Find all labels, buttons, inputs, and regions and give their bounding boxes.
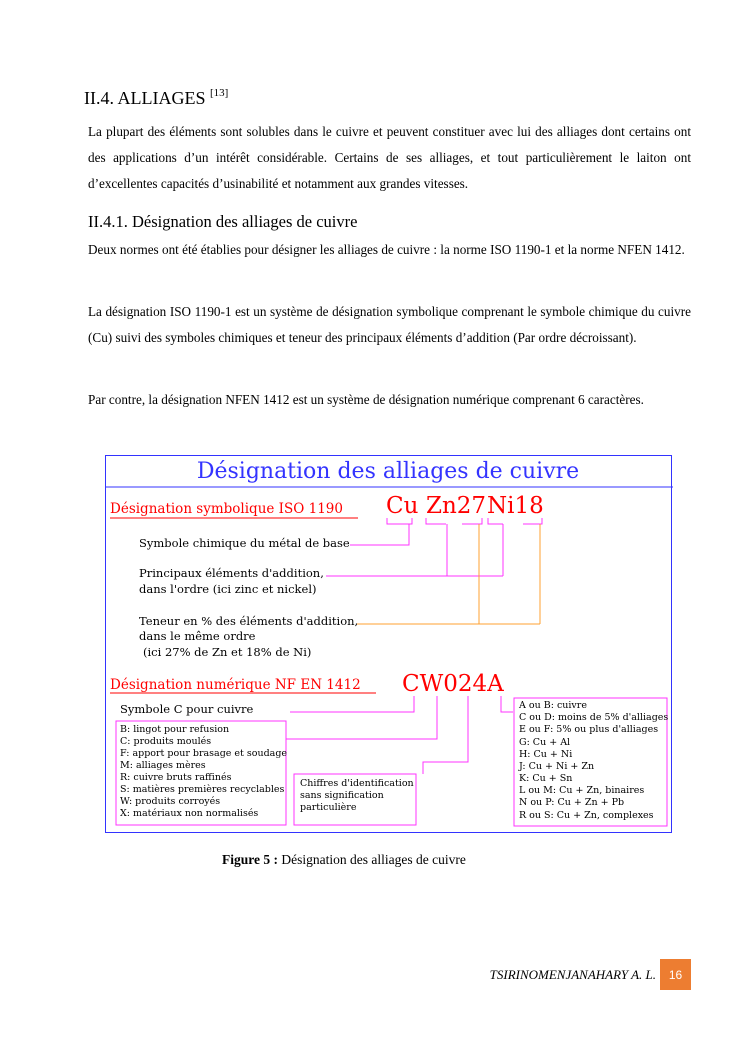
section-title: II.4. ALLIAGES [13] [84, 87, 229, 108]
nf-code: CW024A [402, 671, 504, 697]
iso-code-zn: Zn27 [426, 493, 487, 519]
connector-letter [501, 696, 513, 712]
figure-caption-text: Désignation des alliages de cuivre [281, 852, 466, 867]
figure-title: Désignation des alliages de cuivre [196, 459, 580, 484]
paragraph-alloys-intro: La plupart des éléments sont solubles dans le cuivre et peuvent constituer avec lui des alliages dont certains ont des applications d’un intérêt considérable. Certains de ses alliages, et tout particulièrement le laiton ont d’excellentes capacités d’usinabilité et notamment aux grandes vitesses. [88, 124, 691, 191]
connector-elements [326, 524, 447, 576]
alloy-group-item: C ou D: moins de 5% d'alliages [519, 712, 669, 723]
connector-symbol-c [290, 696, 414, 712]
figure-caption [222, 852, 466, 868]
iso-code-ni: Ni18 [487, 493, 544, 519]
nf-label: Désignation numérique NF EN 1412 [110, 677, 361, 693]
alloy-group-item: J: Cu + Ni + Zn [519, 761, 595, 772]
alloy-group-item: A ou B: cuivre [519, 700, 587, 711]
product-form-item: C: produits moulés [120, 736, 212, 747]
connector-digits [423, 696, 468, 774]
product-form-item: B: lingot pour refusion [120, 724, 230, 735]
note-contents-line3: (ici 27% de Zn et 18% de Ni) [143, 645, 312, 659]
alloy-group-item: H: Cu + Ni [519, 749, 573, 760]
alloy-group-item: L ou M: Cu + Zn, binaires [519, 785, 645, 796]
product-form-item: F: apport pour brasage et soudage [120, 748, 288, 759]
product-form-item: S: matières premières recyclables [120, 784, 285, 795]
figure-diagram [106, 456, 673, 834]
paragraph-iso-designation: La désignation ISO 1190-1 est un système de désignation symbolique comprenant le symbole chimique du cuivre (Cu) suivi des symboles chimiques et teneur des principaux éléments d’addition (Par ordre décroissant). [88, 304, 691, 345]
alloy-group-item: R ou S: Cu + Zn, complexes [519, 810, 654, 821]
product-form-item: R: cuivre bruts raffinés [120, 772, 232, 783]
page-number-badge: 16 [660, 959, 691, 990]
alloy-group-item: K: Cu + Sn [519, 773, 573, 784]
section-reference: [13] [209, 87, 229, 99]
note-contents-line2: dans le même ordre [139, 629, 256, 643]
nf-symbol-note: Symbole C pour cuivre [120, 702, 254, 716]
iso-label: Désignation symbolique ISO 1190 [110, 501, 343, 517]
product-form-item: X: matériaux non normalisés [120, 808, 259, 819]
alloy-group-item: E ou F: 5% ou plus d'alliages [519, 724, 659, 735]
figure-copper-alloy-designation [105, 455, 672, 833]
product-form-item: M: alliages mères [120, 760, 206, 771]
identification-digits-line: sans signification [300, 790, 384, 801]
figure-caption-label: Figure 5 : [222, 852, 278, 867]
iso-code-cu: Cu [386, 493, 419, 519]
alloy-group-item: G: Cu + Al [519, 737, 571, 748]
paragraph-norms: Deux normes ont été établies pour désigner les alliages de cuivre : la norme ISO 1190-1 et la norme NFEN 1412. [88, 242, 685, 257]
product-form-item: W: produits corroyés [120, 796, 221, 807]
connector-contents [357, 524, 479, 624]
subsection-title: II.4.1. Désignation des alliages de cuivre [88, 212, 358, 231]
note-contents-line1: Teneur en % des éléments d'addition, [139, 614, 359, 628]
identification-digits-line: particulière [300, 802, 357, 813]
identification-digits-line: Chiffres d'identification [300, 778, 414, 789]
note-elements-line2: dans l'ordre (ici zinc et nickel) [139, 582, 317, 596]
note-base-metal: Symbole chimique du métal de base [139, 536, 350, 550]
footer-author: TSIRINOMENJANAHARY A. L. [489, 967, 656, 982]
connector-base-metal [350, 524, 409, 545]
alloy-group-item: N ou P: Cu + Zn + Pb [519, 797, 625, 808]
paragraph-nfen-designation: Par contre, la désignation NFEN 1412 est un système de désignation numérique comprenant 6 caractères. [88, 392, 644, 407]
note-elements-line1: Principaux éléments d'addition, [139, 566, 324, 580]
